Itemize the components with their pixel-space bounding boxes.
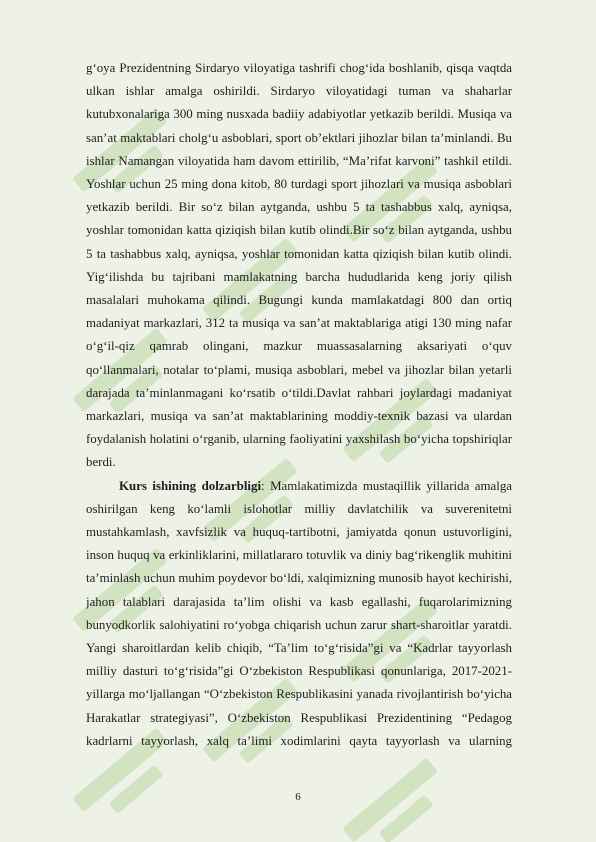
text-line: Harakatlar strategiyasi”, O‘zbekiston Respublikasi Prezidentining “Pedagog [86,710,512,725]
text-line: kutubxonalariga 300 ming nusxada badiiy adabiyotlar yetkazib berildi. Musiqa va [86,107,512,122]
text-line: mustahkamlash, xavfsizlik va huquq-tartibotni, jamiyatda qonun ustuvorligini, [86,525,512,540]
text-line: ta’minlash uchun muhim poydevor bo‘ldi, xalqimizning munosib hayot kechirishi, [86,571,512,586]
text-line: darajada ta’minlanmagani ko‘rsatib o‘tildi.Davlat rahbari joylardagi madaniyat [86,385,512,400]
text-line: o‘g‘il-qiz qamrab olingani, mazkur muassasalarning aksariyati o‘quv [86,339,512,354]
text-line: madaniyat markazlari, 312 ta musiqa va san’at maktablariga atigi 130 ming nafar [86,316,512,331]
text-line: kadrlarni tayyorlash, xalq ta’limi xodimlarini qayta tayyorlash va ularning [86,733,512,748]
text-line: yillarga mo‘ljallangan “O‘zbekiston Respublikasini yanada rivojlantirish bo‘yicha [86,687,512,702]
paragraph-2-first-line-rest: : Mamlakatimizda mustaqillik yillarida amalga [261,478,512,493]
text-line: g‘oya Prezidentning Sirdaryo viloyatiga tashrifi chog‘ida boshlanib, qisqa vaqtda [86,61,512,75]
text-line: yoshlar tomonidan katta qiziqish bilan kutib olindi.Bir so‘z bilan aytganda, ushbu [86,223,512,238]
text-line: Yoshlar uchun 25 ming dona kitob, 80 turdagi sport jihozlari va musiqa asboblari [86,177,512,192]
text-line: foydalanish holatini o‘rganib, ularning faoliyatini yaxshilash bo‘yicha topshiriqlar [86,432,512,447]
text-line: oshirilgan keng ko‘lamli islohotlar milliy davlatchilik va suverenitetni [86,501,512,516]
text-line: yetkazib berildi. Bir so‘z bilan aytganda, ushbu 5 ta tashabbus xalq, ayniqsa, [86,200,512,215]
text-line: jahon talablari darajasida ta’lim olishi va kasb egallashi, fuqarolarimizning [86,594,512,609]
section-heading-inline: Kurs ishining dolzarbligi [119,478,262,493]
page-number: 6 [295,791,301,803]
text-line: milliy dasturi to‘g‘risida”gi O‘zbekiston Respublikasi qonunlariga, 2017-2021- [86,664,512,679]
document-body [86,57,512,753]
paragraph-1 [86,57,512,475]
text-line: qo‘llanmalari, notalar to‘plami, musiqa asboblari, mebel va jihozlar bilan yetarli [86,362,512,377]
text-line: markazlari, musiqa va san’at maktablarining moddiy-texnik bazasi va ulardan [86,409,512,424]
text-line: inson huquq va erkinliklarini, millatlararo totuvlik va diniy bag‘rikenglik muhitini [86,548,512,563]
text-line: ishlar Namangan viloyatida ham davom ettirilib, “Ma’rifat karvoni” tashkil etildi. [86,153,512,168]
paragraph-2-first-line [86,475,512,498]
paragraph-2 [86,475,512,753]
text-line: Yangi sharoitlardan kelib chiqib, “Ta’lim to‘g‘risida”gi va “Kadrlar tayyorlash [86,641,512,656]
text-line: ulkan ishlar amalga oshirildi. Sirdaryo viloyatidagi tuman va shaharlar [86,84,512,99]
text-line: masalalari muhokama qilindi. Bugungi kunda mamlakatdagi 800 dan ortiq [86,293,512,308]
text-line: Yig‘ilishda bu tajribani mamlakatning barcha hududlarida keng joriy qilish [86,269,512,284]
text-line: bunyodkorlik salohiyatini ro‘yobga chiqarish uchun zarur shart-sharoitlar yaratdi. [86,617,512,632]
text-line: 5 ta tashabbus xalq, ayniqsa, yoshlar tomonidan katta qiziqish bilan kutib olindi. [86,246,512,261]
text-line: san’at maktablari cholg‘u asboblari, sport ob’ektlari jihozlar bilan ta’minlandi. Bu [86,130,512,145]
text-line: berdi. [86,455,116,470]
